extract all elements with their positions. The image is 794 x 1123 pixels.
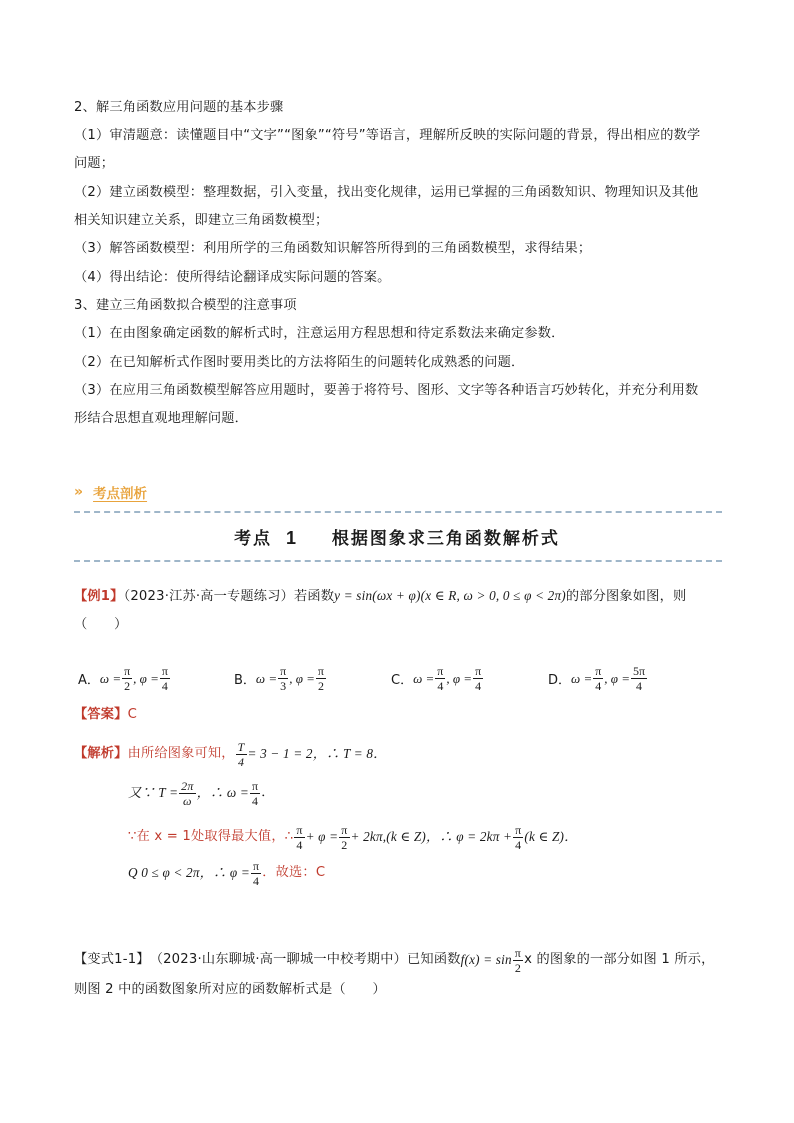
divider-top — [74, 511, 722, 513]
example-formula: y = sin(ωx + φ)(x ∈ R, ω > 0, 0 ≤ φ < 2π) — [334, 588, 566, 603]
answer-tag: 【答案】 — [74, 707, 128, 722]
heading-title: 根据图象求三角函数解析式 — [331, 529, 560, 549]
example-source: （2023·江苏·高一专题练习）若函数 — [123, 589, 335, 604]
step-3-line: （3）解答函数模型：利用所学的三角函数知识解答所得到的三角函数模型，求得结果； — [74, 241, 592, 256]
example-tail: 的部分图象如图，则 — [565, 589, 687, 604]
variant-tag: 【变式1-1】 — [74, 952, 150, 967]
section-title: 考点剖析 — [93, 486, 148, 502]
variant-1-1-stem: 【变式1-1】 （2023·山东聊城·高一聊城一中校考期中）已知函数 f(x) = sin $\frac{\pi}{2}$ x 的图象的一部分如图 1 所示， — [74, 945, 715, 975]
analysis-line-3: ∵在 x = 1处取得最大值，∴ $\frac{\pi}{4}$ + φ = $\frac{\pi}{2}$ + 2kπ,(k ∈ Z)，∴ φ = 2kπ + $\frac{\pi}{4}$ (k ∈ Z)． — [128, 822, 578, 852]
analysis-tag: 【解析】 — [74, 746, 128, 761]
note-3-line-a: （3）在应用三角函数模型解答应用题时，要善于将符号、图形、文字等各种语言巧妙转化，并充分利用数 — [74, 383, 699, 398]
step-2-line-b: 相关知识建立关系，即建立三角函数模型； — [74, 213, 329, 228]
double-chevron-right-icon: » — [74, 484, 82, 500]
divider-bottom — [74, 560, 722, 562]
note-1-line: （1）在由图象确定函数的解析式时，注意运用方程思想和待定系数法来确定参数． — [74, 326, 565, 341]
step-1-line-a: （1）审清题意：读懂题目中“文字”“图象”“符号”等语言，理解所反映的实际问题的背景，得出相应的数学 — [74, 128, 701, 143]
step-4-line: （4）得出结论：使所得结论翻译成实际问题的答案。 — [74, 270, 391, 285]
example-tag: 【例1】 — [74, 589, 124, 604]
analysis-line-4: Q 0 ≤ φ < 2π，∴ φ = $\frac{\pi}{4}$ ．故选：C — [128, 858, 326, 888]
steps-title: 2、解三角函数应用问题的基本步骤 — [74, 100, 284, 115]
example-1-stem — [74, 587, 734, 606]
option-a[interactable]: A． ω = $\frac{\pi}{2}$ , φ = $\frac{\pi}{4}$ — [78, 664, 168, 693]
option-d[interactable]: D． ω = $\frac{\pi}{4}$ , φ = $\frac{5\pi}{4}$ — [548, 664, 646, 693]
answer-line — [74, 706, 734, 724]
note-2-line: （2）在已知解析式作图时要用类比的方法将陌生的问题转化成熟悉的问题． — [74, 355, 525, 370]
topic-heading — [0, 524, 794, 549]
step-2-line-a: （2）建立函数模型：整理数据，引入变量，找出变化规律，运用已掌握的三角函数知识、物理知识及其他 — [74, 185, 699, 200]
answer-value: C — [127, 707, 137, 722]
step-1-line-b: 问题； — [74, 156, 115, 171]
section-header — [74, 482, 147, 502]
analysis-line-1: 【解析】 由所给图象可知， $\frac{T}{4}$ = 3 − 1 = 2，∴ T = 8． — [74, 739, 387, 769]
example-blank: （ ） — [74, 617, 128, 632]
option-b[interactable]: B． ω = $\frac{\pi}{3}$ , φ = $\frac{\pi}{2}$ — [234, 664, 324, 693]
heading-prefix: 考点 — [234, 529, 273, 549]
variant-1-1-question: 则图 2 中的函数图象所对应的函数解析式是（ ） — [74, 982, 386, 997]
note-3-line-b: 形结合思想直观地理解问题． — [74, 411, 249, 426]
variant-source: （2023·山东聊城·高一聊城一中校考期中）已知函数 — [149, 952, 461, 967]
heading-number: 1 — [285, 528, 298, 548]
option-c[interactable]: C． ω = $\frac{\pi}{4}$ , φ = $\frac{\pi}{4}$ — [391, 664, 482, 693]
analysis-line-2: 又∵ T = $\frac{2\pi}{\omega}$ ，∴ ω = $\frac{\pi}{4}$ ． — [128, 778, 275, 808]
notes-title: 3、建立三角函数拟合模型的注意事项 — [74, 298, 297, 313]
